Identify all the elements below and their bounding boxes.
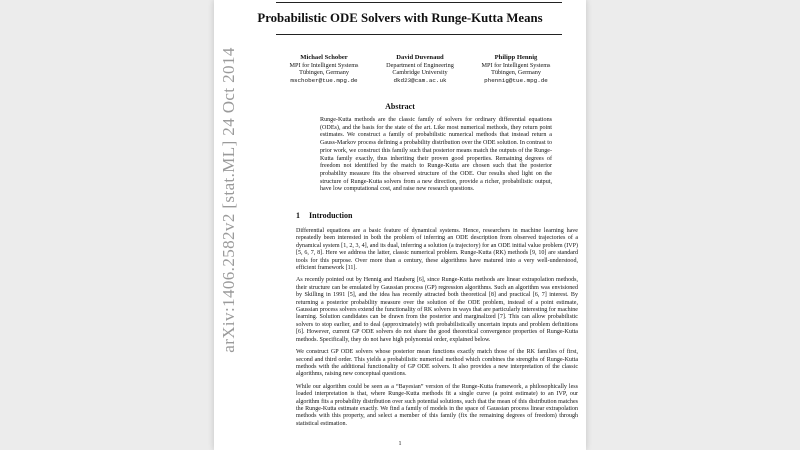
abstract-text: Runge-Kutta methods are the classic family of solvers for ordinary differential equations (ODEs), and the basis for the state of the art. Like most numerical methods, they return point estimates. We construct a family of probabilistic numerical methods that instead return a Gauss-Markov process defining a probability distribution over the ODE solution. In contrast to prior work, we construct this family such that posterior means match the outputs of the Runge-Kutta family exactly, thus inheriting their proven good properties. Remaining degrees of freedom not identified by the match to Runge-Kutta are chosen such that the posterior probability measure fits the observed structure of the ODE. Our results shed light on the structure of Runge-Kutta solvers from a new direction, provide a richer, probabilistic output, have low computational cost, and raise new research questions. xyxy=(320,117,552,193)
author-block xyxy=(276,54,564,84)
author-location: Tübingen, Germany xyxy=(491,69,541,77)
author-name: David Duvenaud xyxy=(396,54,444,61)
paragraph: We construct GP ODE solvers whose posterior mean functions exactly match those of the RK families of first, second and third order. This yields a probabilistic numerical method which combines the strengths of Runge-Kutta methods with the additional functionality of GP ODE solvers. It also provides a new interpretation of the classic algorithms, raising new conceptual questions. xyxy=(296,349,578,378)
paper-title: Probabilistic ODE Solvers with Runge-Kutta Means xyxy=(257,11,543,25)
paragraph: As recently pointed out by Hennig and Hauberg [6], since Runge-Kutta methods are linear extrapolation methods, their structure can be emulated by Gaussian process (GP) regression algorithms. Such an algorithm was envisioned by Skilling in 1991 [5], and the idea has recently attracted both theoretical [8] and practical [6, 7] interest. By returning a posterior probability measure over the solution of the ODE problem, instead of a point estimate, Gaussian process solvers extend the functionality of RK solvers in ways that are particularly interesting for machine learning. Solution candidates can be drawn from the posterior and marginalized [7]. This can allow probabilistic solvers to stop earlier, and to deal (approximately) with probabilistically uncertain inputs and problem definitions [6]. However, current GP ODE solvers do not share the good theoretical convergence properties of Runge-Kutta methods. Specifically, they do not have high polynomial order, explained below. xyxy=(296,277,578,343)
introduction-body xyxy=(296,228,578,433)
author-2 xyxy=(372,54,468,84)
author-1 xyxy=(276,54,372,84)
page-number: 1 xyxy=(398,441,402,447)
paragraph: While our algorithm could be seen as a “Bayesian” version of the Runge-Kutta framework, a philosophically less loaded interpretation is that, where Runge-Kutta methods fit a single curve (a point estimate) to an IVP, our algorithm fits a probability distribution over such potential solutions, such that the mean of this distribution matches the Runge-Kutta estimate exactly. We find a family of models in the space of Gaussian process linear extrapolation methods with this property, and select a member of this family (fix the remaining degrees of freedom) through statistical estimation. xyxy=(296,383,578,427)
paragraph: Differential equations are a basic feature of dynamical systems. Hence, researchers in machine learning have repeatedly been interested in both the problem of inferring an ODE description from observed trajectories of a dynamical system [1, 2, 3, 4], and its dual, inferring a solution (a trajectory) for an ODE initial value problem (IVP) [5, 6, 7, 8]. Here we address the latter, classic numerical problem. Runge-Kutta (RK) methods [9, 10] are standard tools for this purpose. Over more than a century, these algorithms have matured into a very well-understood, efficient framework [11]. xyxy=(296,228,578,272)
author-email: mschober@tue.mpg.de xyxy=(290,76,358,84)
author-name: Michael Schober xyxy=(300,54,348,61)
title-rule-top xyxy=(276,2,562,3)
author-affiliation: MPI for Intelligent Systems xyxy=(481,61,551,69)
section-title: Introduction xyxy=(309,211,353,220)
abstract-heading: Abstract xyxy=(385,102,415,111)
author-location: Cambridge University xyxy=(392,69,448,77)
author-affiliation: Department of Engineering xyxy=(386,61,454,69)
section-heading xyxy=(296,211,361,220)
author-affiliation: MPI for Intelligent Systems xyxy=(289,61,359,69)
title-rule-bottom xyxy=(276,34,562,35)
section-number: 1 xyxy=(296,211,300,220)
author-email: phennig@tue.mpg.de xyxy=(484,76,548,84)
arxiv-identifier-stamp: arXiv:1406.2582v2 [stat.ML] 24 Oct 2014 xyxy=(219,47,238,353)
author-3 xyxy=(468,54,564,84)
paper-page xyxy=(214,0,586,450)
author-name: Philipp Hennig xyxy=(494,54,538,61)
author-location: Tübingen, Germany xyxy=(299,69,349,77)
author-email: dkd23@cam.ac.uk xyxy=(393,76,447,84)
